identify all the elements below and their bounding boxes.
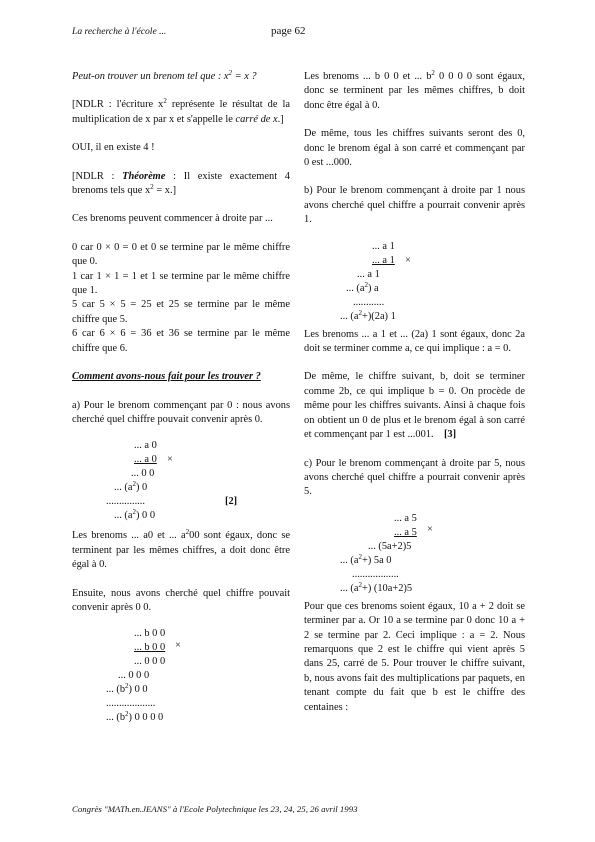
calc-row: ... 0 0 0 bbox=[118, 670, 150, 682]
calc-row bbox=[346, 282, 379, 296]
reference-2: [2] bbox=[225, 496, 238, 508]
question bbox=[72, 70, 290, 84]
superscript: 2 bbox=[358, 552, 362, 561]
times-sign: × bbox=[405, 254, 411, 266]
part-b-paragraph: b) Pour le brenom commençant à droite par 1 nous avons cherché quel chiffre a pourrait convenir après 1. bbox=[304, 185, 525, 226]
note-text: = x.] bbox=[153, 185, 177, 197]
note-italic: carré de x bbox=[235, 113, 278, 125]
superscript: 2 bbox=[132, 480, 136, 489]
question-text-end: = x ? bbox=[232, 71, 257, 82]
calc-text: ) 0 0 bbox=[128, 684, 148, 696]
calc-text: ... (a bbox=[340, 582, 359, 594]
superscript: 2 bbox=[358, 580, 362, 589]
para-text: Les brenoms ... b 0 0 et ... b bbox=[304, 71, 432, 82]
superscript: 2 bbox=[358, 308, 362, 317]
calc-row: ... b 0 0 bbox=[134, 628, 166, 640]
calc-row: ... (5a+2)5 bbox=[368, 540, 412, 552]
calc-row bbox=[106, 711, 163, 725]
calc-row: ... a 5 bbox=[394, 526, 417, 538]
note-text: .] bbox=[277, 113, 284, 125]
note-text: [NDLR : l'écriture x bbox=[72, 99, 164, 111]
times-sign: × bbox=[167, 454, 173, 466]
page-number: page 62 bbox=[271, 25, 306, 37]
note-text: [NDLR : bbox=[72, 170, 123, 182]
calc-text: ... (b bbox=[106, 712, 126, 724]
ndlr-note-1 bbox=[72, 98, 290, 127]
running-header: La recherche à l'école ... bbox=[72, 26, 167, 37]
para-text: De même, le chiffre suivant, b, doit se terminer comme 2b, ce qui implique b = 0. On procède de même pour les chiffres suivants. Ainsi à chaque fois on obtient un 0 de plus et le brenom égal à son carré et commençant par 1 est ...001. bbox=[304, 371, 525, 441]
multiplication-b00 bbox=[72, 627, 290, 727]
case-5: 5 car 5 × 5 = 25 et 25 se termine par le même chiffre que 5. bbox=[72, 299, 290, 325]
calc-text: ... (a bbox=[346, 282, 365, 294]
para-text: 0 0 0 0 sont égaux, donc se terminent par les mêmes chiffres, b doit donc être égal à 0. bbox=[304, 71, 525, 111]
note-text: représente le résultat de la multiplication de x par x et s'appelle le bbox=[72, 99, 290, 125]
calc-text: ) a bbox=[367, 282, 379, 294]
calc-text: +) 5a 0 bbox=[361, 554, 392, 566]
calc-row: ... a 1 bbox=[372, 254, 395, 266]
calc-text: +)(2a) 1 bbox=[361, 310, 396, 322]
case-6: 6 car 6 × 6 = 36 et 36 se termine par le même chiffre que 6. bbox=[72, 328, 290, 354]
calc-row bbox=[114, 481, 147, 495]
calc-separator: ................... bbox=[106, 698, 156, 710]
calc-row: ... a 1 bbox=[372, 240, 395, 252]
superscript: 2 bbox=[125, 682, 129, 691]
calc-row bbox=[106, 683, 148, 697]
superscript: 2 bbox=[150, 183, 154, 192]
calc-text: ... (a bbox=[340, 554, 359, 566]
superscript: 2 bbox=[163, 97, 167, 106]
right-column bbox=[304, 70, 525, 715]
part-a-paragraph: a) Pour le brenom commençant par 0 : nous avons cherché quel chiffre pouvait convenir après 0. bbox=[72, 399, 290, 425]
calc-separator: .................. bbox=[352, 568, 399, 580]
calc-row bbox=[114, 509, 155, 523]
calc-row bbox=[340, 554, 392, 568]
reference-3: [3] bbox=[443, 429, 457, 441]
part-c-paragraph: c) Pour le brenom commençant à droite par 5, nous avons cherché quel chiffre a pourrait convenir après 5. bbox=[304, 457, 525, 498]
calc-text: +) (10a+2)5 bbox=[361, 582, 413, 594]
superscript: 2 bbox=[132, 508, 136, 517]
para-text: Les brenoms ... a0 et ... a bbox=[72, 530, 186, 542]
calc-separator: ............... bbox=[106, 496, 145, 508]
note-text: : Il existe exactement 4 brenoms tels que x bbox=[72, 170, 290, 197]
theorem-label: Théorème bbox=[122, 170, 166, 182]
calc-text: ) 0 0 bbox=[135, 510, 156, 522]
calc-text: ... (b bbox=[106, 684, 126, 696]
calc-separator: ............ bbox=[353, 296, 385, 308]
calc-text: ) 0 0 0 0 bbox=[128, 712, 164, 724]
multiplication-a0 bbox=[72, 439, 290, 529]
superscript: 2 bbox=[431, 69, 435, 77]
question-text: Peut-on trouver un brenom tel que : x bbox=[72, 71, 229, 82]
answer-yes: OUI, il en existe 4 ! bbox=[72, 142, 155, 154]
superscript: 2 bbox=[125, 710, 129, 719]
paragraph-ensuite: Ensuite, nous avons cherché quel chiffre pouvait convenir après 0 0. bbox=[72, 587, 290, 613]
calc-text: ... (a bbox=[340, 310, 359, 322]
calc-text: ) 0 bbox=[135, 482, 148, 494]
calc-row bbox=[340, 582, 412, 596]
paragraph-same: De même, tous les chiffres suivants seront des 0, donc le brenom égal à son carré et commençant par 0 est ...000. bbox=[304, 128, 525, 169]
ndlr-theorem bbox=[72, 170, 290, 199]
times-sign: × bbox=[427, 523, 433, 535]
superscript: 2 bbox=[364, 280, 368, 289]
page-footer: Congrès "MATh.en.JEANS" à l'Ecole Polytechnique les 23, 24, 25, 26 avril 1993 bbox=[72, 804, 358, 814]
calc-row bbox=[340, 310, 396, 324]
superscript: 2 bbox=[185, 528, 190, 537]
paragraph-b00 bbox=[304, 70, 525, 113]
left-column bbox=[72, 70, 290, 727]
calc-row: ... 0 0 bbox=[131, 468, 155, 480]
paragraph-a1: Les brenoms ... a 1 et ... (2a) 1 sont égaux, donc 2a doit se terminer comme a, ce qui implique : a = 0. bbox=[304, 328, 525, 355]
calc-row: ... 0 0 0 bbox=[134, 656, 166, 668]
times-sign: × bbox=[175, 640, 181, 652]
calc-row: ... a 0 bbox=[134, 454, 157, 466]
calc-text: ... (a bbox=[114, 482, 133, 494]
para-text: 00 sont égaux, donc se terminent par les mêmes chiffres, a doit donc être égal à 0. bbox=[72, 530, 290, 571]
calc-text: ... (a bbox=[114, 510, 133, 522]
calc-row: ... b 0 0 bbox=[134, 642, 166, 654]
case-0: 0 car 0 × 0 = 0 et 0 se termine par le même chiffre que 0. bbox=[72, 241, 290, 268]
calc-row: ... a 5 bbox=[394, 512, 417, 524]
paragraph-a0 bbox=[72, 529, 290, 572]
calc-row: ... a 0 bbox=[134, 440, 157, 452]
paragraph-next-digit bbox=[304, 370, 525, 442]
intro-paragraph: Ces brenoms peuvent commencer à droite par ... bbox=[72, 213, 273, 225]
calc-row: ... a 1 bbox=[357, 268, 380, 280]
multiplication-a5 bbox=[304, 512, 525, 600]
case-1: 1 car 1 × 1 = 1 et 1 se termine par le même chiffre que 1. bbox=[72, 270, 290, 297]
superscript: 2 bbox=[228, 69, 232, 77]
paragraph-a5: Pour que ces brenoms soient égaux, 10 a + 2 doit se terminer par a. Or 10 a se termine par 0 donc 10 a + 2 se termine par 2. Ceci implique : a = 2. Nous remarquons que 2 est le chiffre qui vient après 5 dans 25, carré de 5. Pour trouver le chiffre suivant, b, nous avons fait des multiplications par paquets, en tenant compte du fait que b est le chiffre des centaines : bbox=[304, 600, 525, 713]
multiplication-a1 bbox=[304, 240, 525, 328]
section-heading: Comment avons-nous fait pour les trouver ? bbox=[72, 371, 261, 383]
